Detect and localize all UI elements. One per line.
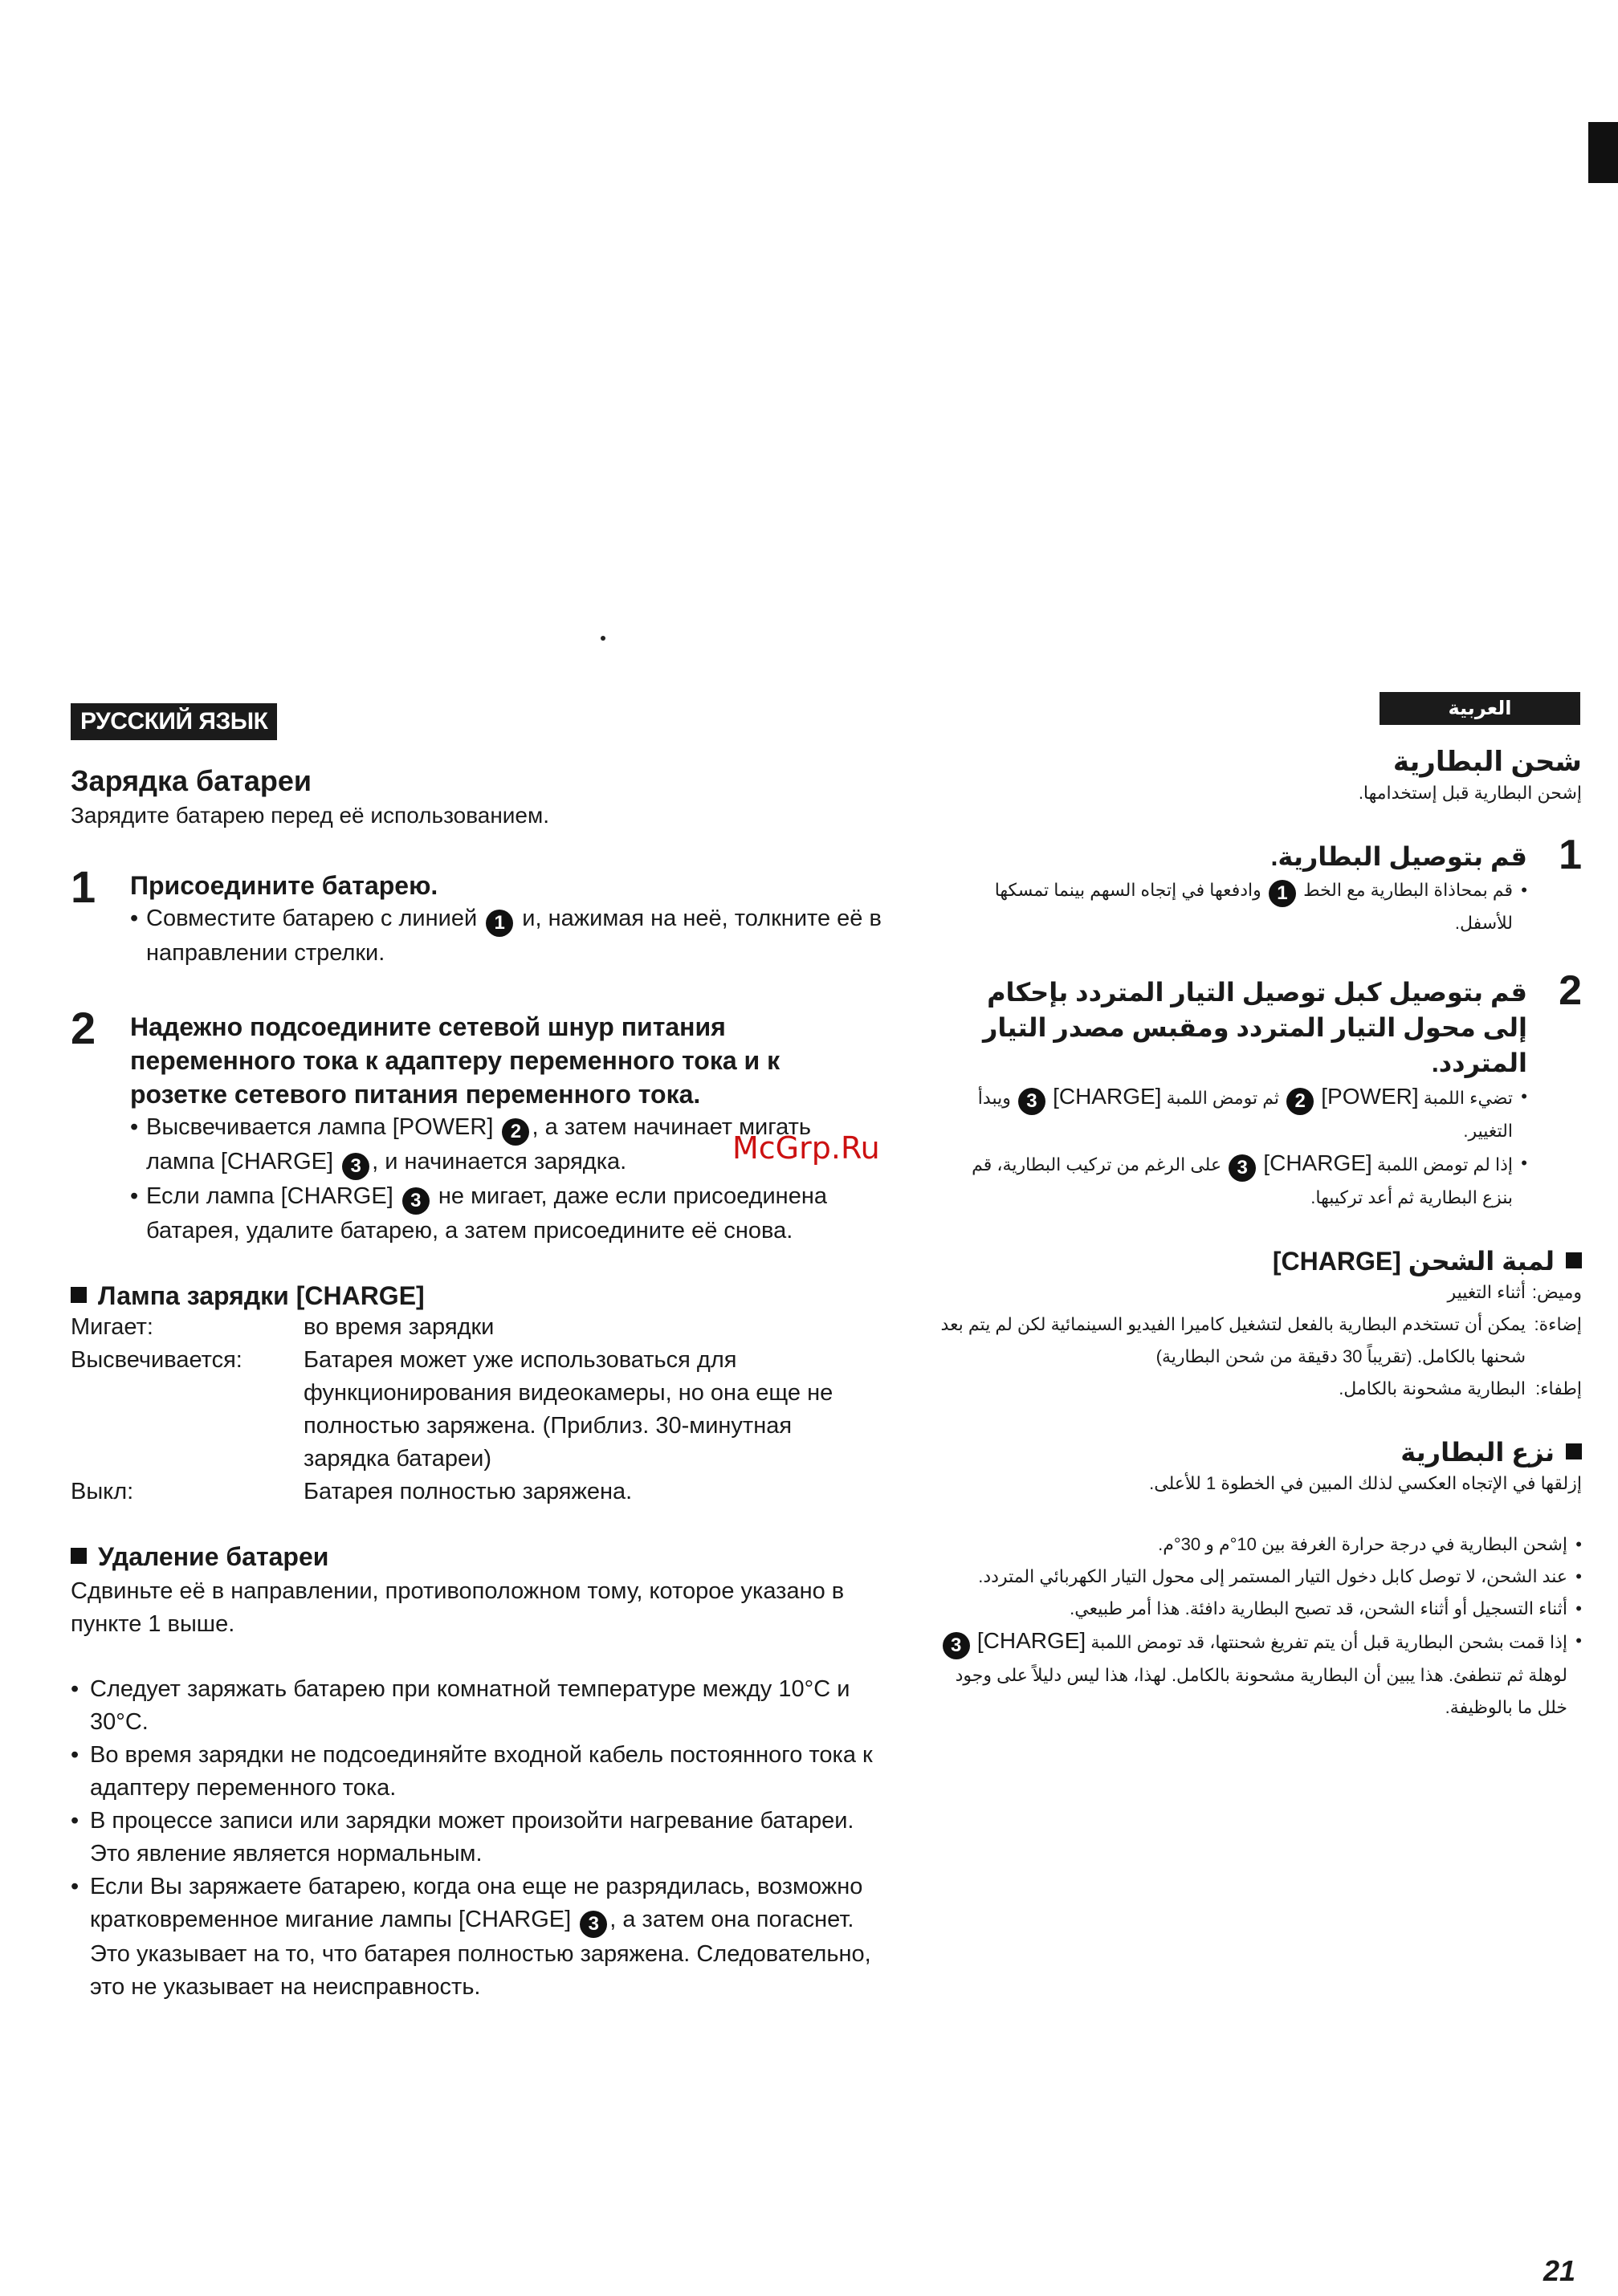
ar-step-2-number: 2 [1559,967,1582,1014]
callout-2-icon: 2 [502,1118,529,1146]
ru-title: Зарядка батареи [71,764,312,797]
square-bullet-icon [1566,1443,1582,1459]
ar-lamp-row-lit [939,1309,1582,1373]
ar-lamp-row-blink [939,1276,1582,1309]
ar-note-4-text-b: لوهلة ثم تنطفئ. هذا يبين أن البطارية مشحونة بالكامل. لهذا، هذا ليس دليلاً على وجود خلل ما بالوظيفة. [955,1665,1567,1717]
ar-note-4 [939,1625,1582,1724]
callout-3-icon: 3 [402,1187,430,1215]
ru-step-2 [71,1003,882,1248]
ar-s2-b1-power: [POWER] [1321,1084,1419,1109]
ar-s1-b1-text-a: قم بمحاذاة البطارية مع الخط [1303,880,1513,900]
ar-lamp-heading-text: لمبة الشحن [CHARGE] [1272,1247,1555,1276]
ru-lamp-heading [71,1281,882,1311]
ar-subtitle: إشحن البطارية قبل إستخدامها. [1358,783,1582,803]
ru-step-2-number: 2 [71,1003,96,1053]
square-bullet-icon [1566,1252,1582,1268]
ar-lamp-value: يمكن أن تستخدم البطارية بالفعل لتشغيل كاميرا الفيديو السينمائية لكن لم يتم بعد شحنها بالكامل. (تقريباً 30 دقيقة من شحن البطارية) [940,1314,1526,1366]
ru-s2-b2-text-a: Если лампа [CHARGE] [146,1183,393,1209]
ru-lamp-value: Батарея полностью заряжена. [304,1479,633,1504]
ru-lamp-row-off [71,1476,882,1508]
russian-language-badge: РУССКИЙ ЯЗЫК [71,703,277,740]
ru-note-4 [71,1871,882,2004]
callout-1-icon: 1 [486,910,513,937]
ar-note-4-text-a: إذا قمت بشحن البطارية قبل أن يتم تفريغ شحنتها، قد تومض اللمبة [1090,1632,1567,1652]
ar-lamp-row-off [939,1373,1582,1405]
ar-note-1: • إشحن البطارية في درجة حرارة الغرفة بين 10°م و 30°م. [939,1529,1582,1561]
russian-column [71,703,882,2004]
callout-1-icon: 1 [1269,880,1296,907]
ar-s2-b1-charge: [CHARGE] [1053,1084,1162,1109]
ru-lamp-key: Мигает: [71,1314,153,1340]
ar-s2-b1-text-c: ويبدأ التغيير. [977,1088,1513,1141]
ar-removal-text: إزلقها في الإتجاه العكسي لذلك المبين في الخطوة 1 للأعلى. [1149,1473,1582,1493]
ru-s1-b1-text-a: Совместите батарею с линией [146,906,478,931]
callout-3-icon: 3 [342,1153,369,1180]
ru-s1-b1-text-b: и, нажимая на неё, толкните её в направлении стрелки. [146,906,882,966]
ru-notes [71,1673,882,2004]
square-bullet-icon [71,1548,87,1564]
ru-step-1-bullet [130,902,882,970]
ru-step-2-title: Надежно подсоедините сетевой шнур питания переменного тока к адаптеру переменного тока и к розетке сетевого питания переменного тока. [130,1012,780,1109]
ar-s2-b1-text-a: تضيء اللمبة [1423,1088,1513,1108]
ru-s2-b2-text-b: не мигает, даже если присоединена батарея, удалите батарею, а затем присоедините её снова. [146,1183,827,1244]
ru-lamp-value: Батарея может уже использоваться для функционирования видеокамеры, но она еще не полностью заряжена. (Приблиз. 30-минутная зарядка батареи) [304,1347,833,1472]
ar-s2-b2-text-b: على الرغم من تركيب البطارية، قم بنزع البطارية ثم أعد تركيبها. [972,1154,1513,1207]
ar-s1-b1-text-b: وادفعها في إتجاه السهم بينما تمسكها للأسفل. [994,880,1513,933]
page-number: 21 [1543,2254,1576,2287]
ar-step-1-title: قم بتوصيل البطارية. [1270,842,1527,871]
ru-note-4-text-b: , а затем она погаснет. Это указывает на то, что батарея полностью заряжена. Следовательно, это не указывает на неисправность. [90,1907,871,2000]
stray-dot [601,636,605,641]
ru-removal-text: Сдвиньте её в направлении, противоположном тому, которое указано в пункте 1 выше. [71,1578,845,1637]
ar-s2-b2-text-a: إذا لم تومض اللمبة [1376,1154,1513,1174]
ar-lamp-value: أثناء التغيير [1447,1282,1526,1302]
ru-lamp-key: Выкл: [71,1479,134,1504]
callout-2-icon: 2 [1286,1088,1314,1115]
ar-note-3: • أثناء التسجيل أو أثناء الشحن، قد تصبح البطارية دافئة. هذا أمر طبيعي. [939,1593,1582,1625]
ru-note-4-text-a: Если Вы заряжаете батарею, когда она еще не разрядилась, возможно кратковременное мигание лампы [CHARGE] [90,1874,863,1932]
ru-s2-b1-text-c: , и начинается зарядка. [372,1149,627,1174]
ru-lamp-row-lit [71,1344,882,1476]
ru-note-2: • Во время зарядки не подсоединяйте входной кабель постоянного тока к адаптеру переменного тока. [71,1739,882,1805]
ru-lamp-value: во время зарядки [304,1314,495,1340]
ru-note-1: • Следует заряжать батарею при комнатной температуре между 10°C и 30°C. [71,1673,882,1739]
ar-step-2-bullet-2 [939,1147,1527,1214]
ar-lamp-key: إطفاء: [1535,1378,1582,1398]
ar-step-1-bullet [939,874,1527,939]
ar-removal-heading-text: نزع البطارية [1400,1438,1555,1467]
ar-removal-heading [939,1437,1582,1468]
callout-3-icon: 3 [1229,1154,1256,1182]
ar-step-2-title: قم بتوصيل كبل توصيل التيار المتردد بإحكام إلى محول التيار المتردد ومقبس مصدر التيار المتردد. [982,978,1527,1077]
ar-step-1 [939,832,1582,939]
ar-note-4-charge: [CHARGE] [976,1628,1086,1653]
ar-lamp-heading [939,1246,1582,1276]
square-bullet-icon [71,1287,87,1303]
callout-3-icon: 3 [943,1632,970,1659]
ar-lamp-key: إضاءة: [1534,1314,1582,1334]
ru-lamp-key: Высвечивается: [71,1347,242,1373]
ar-s2-b2-charge: [CHARGE] [1263,1150,1372,1175]
ar-note-2: • عند الشحن، لا توصل كابل دخول التيار المستمر إلى محول التيار الكهربائي المتردد. [939,1561,1582,1593]
ru-removal-heading [71,1542,882,1572]
ru-lamp-row-blink [71,1311,882,1344]
ar-title: شحن البطارية [1392,747,1582,777]
arabic-badge-wrap [939,692,1582,725]
ar-lamp-key: وميض: [1531,1282,1582,1302]
ar-notes [939,1529,1582,1724]
ru-step-2-bullet-2 [130,1180,882,1248]
ru-step-1-title: Присоедините батарею. [130,871,438,900]
ru-s2-b1-text-a: Высвечивается лампа [POWER] [146,1114,494,1140]
callout-3-icon: 3 [1018,1088,1045,1115]
callout-3-icon: 3 [580,1911,607,1938]
ar-s2-b1-text-b: ثم تومض اللمبة [1166,1088,1280,1108]
ru-note-3: • В процессе записи или зарядки может произойти нагревание батареи. Это явление является нормальным. [71,1805,882,1871]
ar-step-1-number: 1 [1559,832,1582,878]
ru-removal-heading-text: Удаление батареи [98,1542,329,1571]
ar-step-2-bullet-1 [939,1081,1527,1147]
arabic-column [939,692,1582,1724]
ru-step-1-number: 1 [71,861,96,912]
ar-step-2 [939,967,1582,1214]
ru-subtitle: Зарядите батарею перед её использованием. [71,803,550,828]
edge-tab-marker [1588,122,1618,183]
ru-s2-b1-text-b: , а затем начинает мигать лампа [CHARGE] [146,1114,812,1174]
ru-step-1 [71,861,882,970]
ar-lamp-value: البطارية مشحونة بالكامل. [1339,1378,1526,1398]
ru-lamp-heading-text: Лампа зарядки [CHARGE] [98,1281,425,1310]
arabic-language-badge: العربية [1380,692,1580,725]
watermark-text: McGrp.Ru [732,1130,880,1166]
